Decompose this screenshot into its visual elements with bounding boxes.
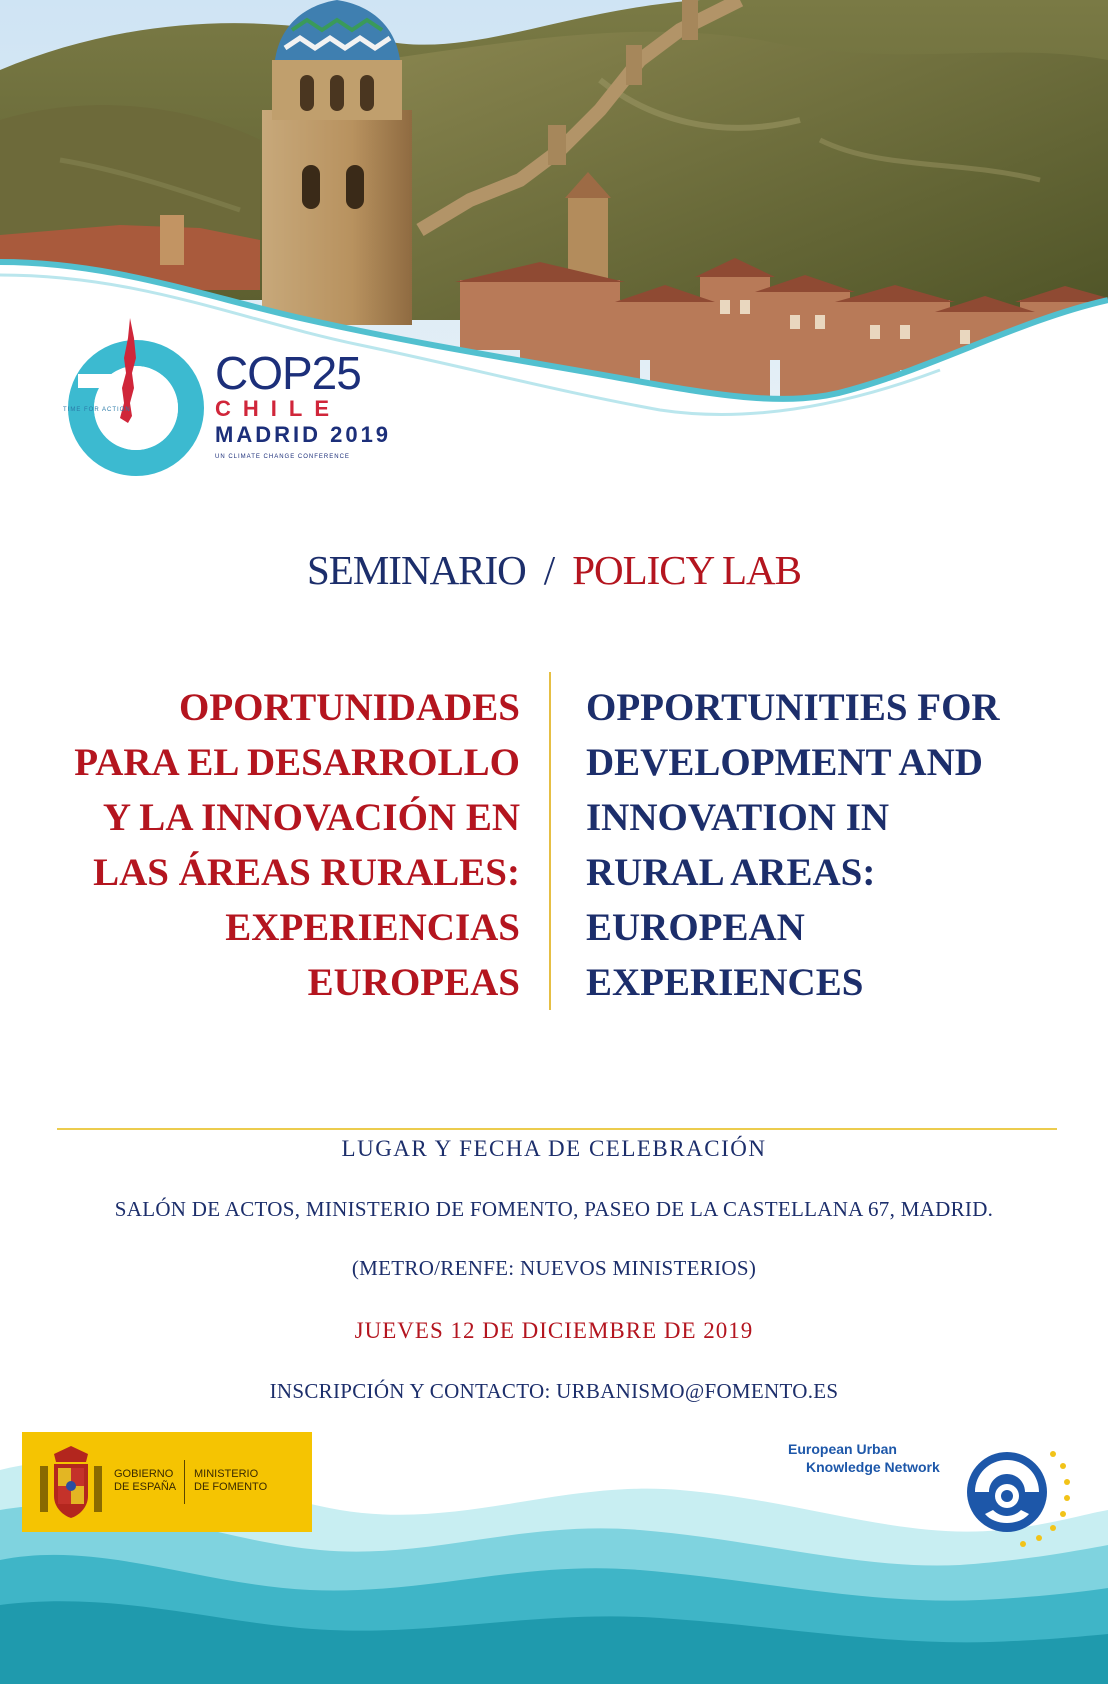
ministry-line1: MINISTERIO [194, 1468, 259, 1480]
title-es-line: OPORTUNIDADES [178, 686, 520, 729]
title-english [586, 680, 1086, 1010]
eukn-globe-icon [955, 1440, 1075, 1552]
contact-email: INSCRIPCIÓN Y CONTACTO: URBANISMO@FOMENTO.ES [269, 1379, 839, 1403]
seminar-type: POLICY LAB [572, 547, 801, 593]
gov-line1: GOBIERNO [114, 1468, 174, 1480]
gov-ministry [194, 1468, 294, 1494]
title-en-line: DEVELOPMENT AND [586, 741, 983, 784]
ministry-line2: DE FOMENTO [194, 1481, 268, 1493]
eukn-line2: Knowledge Network [806, 1459, 940, 1475]
eukn-logo-text [788, 1440, 940, 1476]
venue-heading: LUGAR Y FECHA DE CELEBRACIÓN [341, 1136, 767, 1161]
title-es-line: LAS ÁREAS RURALES: [93, 851, 520, 894]
title-en-line: EXPERIENCES [586, 961, 864, 1004]
gov-line2: DE ESPAÑA [114, 1481, 177, 1493]
gov-name [114, 1468, 182, 1494]
cop-country: CHILE [215, 396, 341, 421]
title-es-line: Y LA INNOVACIÓN EN [102, 796, 520, 839]
cop-title: COP25 [215, 347, 361, 399]
title-spanish [0, 680, 520, 1010]
title-en-line: OPPORTUNITIES FOR [586, 686, 1000, 729]
title-en-line: RURAL AREAS: [586, 851, 876, 894]
seminar-label: SEMINARIO [307, 547, 526, 593]
title-es-line: EUROPEAS [307, 961, 520, 1004]
title-es-line: PARA EL DESARROLLO [74, 741, 520, 784]
title-en-line: EUROPEAN [586, 906, 805, 949]
cop-motto: TIME FOR ACTION [63, 407, 131, 413]
venue-transport: (METRO/RENFE: NUEVOS MINISTERIOS) [351, 1256, 757, 1280]
event-date: JUEVES 12 DE DICIEMBRE DE 2019 [354, 1318, 754, 1343]
seminar-heading [0, 546, 1108, 594]
divider-rule [57, 1128, 1057, 1130]
coat-of-arms-icon [36, 1444, 106, 1522]
title-es-line: EXPERIENCIAS [225, 906, 520, 949]
eukn-line1: European Urban [788, 1441, 897, 1457]
cop-subtitle: UN CLIMATE CHANGE CONFERENCE [215, 454, 350, 460]
venue-address: SALÓN DE ACTOS, MINISTERIO DE FOMENTO, PASEO DE LA CASTELLANA 67, MADRID. [114, 1197, 994, 1221]
cop25-logo [215, 347, 392, 460]
cop-city: MADRID 2019 [215, 422, 392, 447]
seminar-separator: / [543, 547, 555, 593]
gobierno-espana-logo [22, 1432, 312, 1532]
title-en-line: INNOVATION IN [586, 796, 890, 839]
title-divider [549, 672, 551, 1010]
gov-divider [184, 1460, 185, 1504]
